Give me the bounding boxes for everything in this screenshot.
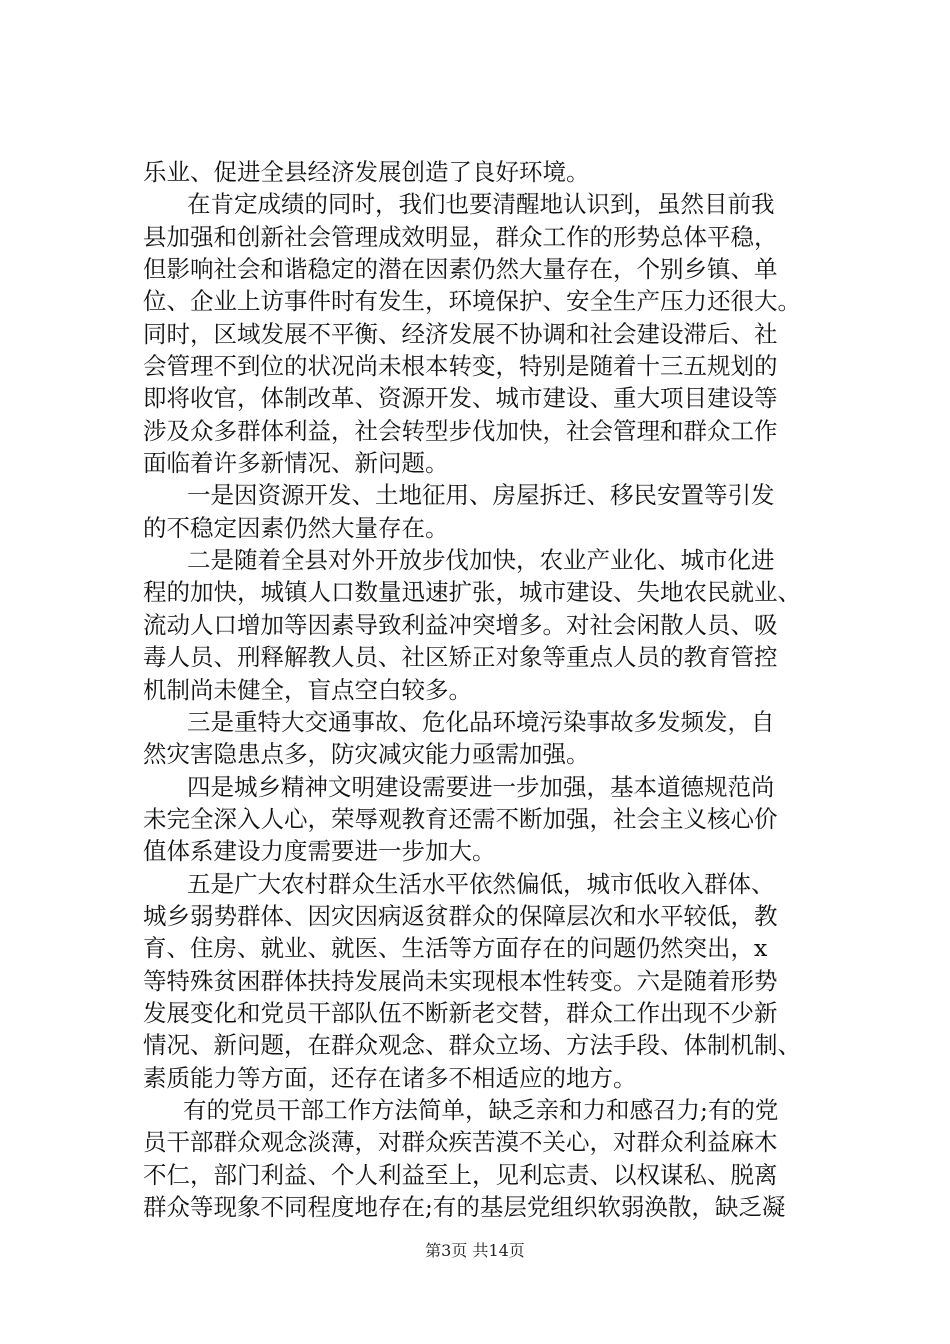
- text-line: 素质能力等方面，还存在诸多不相适应的地方。: [143, 1063, 637, 1092]
- text-line: 涉及众多群体利益，社会转型步伐加快，社会管理和群众工作: [143, 416, 778, 445]
- text-line: 同时，区域发展不平衡、经济发展不协调和社会建设滞后、社: [143, 319, 778, 348]
- text-line: 流动人口增加等因素导致利益冲突增多。对社会闲散人员、吸: [143, 610, 778, 639]
- text-line: 位、企业上访事件时有发生，环境保护、安全生产压力还很大。: [143, 287, 801, 316]
- text-line: 五是广大农村群众生活水平依然偏低，城市低收入群体、: [187, 869, 775, 898]
- page-number-footer: 第3页 共14页: [425, 1241, 525, 1260]
- text-line: 四是城乡精神文明建设需要进一步加强，基本道德规范尚: [187, 772, 775, 801]
- text-line: 育、住房、就业、就医、生活等方面存在的问题仍然突出，x: [143, 934, 768, 963]
- text-line: 员干部群众观念淡薄，对群众疾苦漠不关心，对群众利益麻木: [143, 1128, 778, 1157]
- text-line: 在肯定成绩的同时，我们也要清醒地认识到，虽然目前我: [187, 190, 775, 219]
- text-line: 情况、新问题，在群众观念、群众立场、方法手段、体制机制、: [143, 1031, 801, 1060]
- text-line: 即将收官，体制改革、资源开发、城市建设、重大项目建设等: [143, 384, 778, 413]
- document-body: [143, 156, 859, 1223]
- text-line: 三是重特大交通事故、危化品环境污染事故多发频发，自: [187, 707, 775, 736]
- text-line: 群众等现象不同程度地存在;有的基层党组织软弱涣散，缺乏凝: [143, 1193, 786, 1221]
- text-line: 未完全深入人心，荣辱观教育还需不断加强，社会主义核心价: [143, 804, 778, 833]
- text-line: 二是随着全县对外开放步伐加快，农业产业化、城市化进: [187, 546, 775, 575]
- text-line: 县加强和创新社会管理成效明显，群众工作的形势总体平稳，: [143, 222, 778, 251]
- text-line: 等特殊贫困群体扶持发展尚未实现根本性转变。六是随着形势: [143, 966, 778, 995]
- text-line: 面临着许多新情况、新问题。: [143, 449, 449, 478]
- text-line: 程的加快，城镇人口数量迅速扩张，城市建设、失地农民就业、: [143, 578, 801, 607]
- text-line: 的不稳定因素仍然大量存在。: [143, 513, 449, 542]
- text-line: 乐业、促进全县经济发展创造了良好环境。: [143, 158, 590, 186]
- text-line: 机制尚未健全，盲点空白较多。: [143, 675, 472, 704]
- text-line: 发展变化和党员干部队伍不断新老交替，群众工作出现不少新: [143, 998, 778, 1027]
- text-line: 不仁，部门利益、个人利益至上，见利忘责、以权谋私、脱离: [143, 1160, 778, 1189]
- text-line: 毒人员、刑释解教人员、社区矫正对象等重点人员的教育管控: [143, 643, 778, 672]
- text-line: 一是因资源开发、土地征用、房屋拆迁、移民安置等引发: [187, 481, 775, 510]
- text-line: 但影响社会和谐稳定的潜在因素仍然大量存在，个别乡镇、单: [143, 255, 778, 284]
- text-line: 值体系建设力度需要进一步加大。: [143, 837, 496, 866]
- text-line: 然灾害隐患点多，防灾减灾能力亟需加强。: [143, 740, 590, 769]
- text-line: 会管理不到位的状况尚未根本转变，特别是随着十三五规划的: [143, 352, 778, 381]
- text-line: 城乡弱势群体、因灾因病返贫群众的保障层次和水平较低，教: [143, 901, 778, 930]
- text-line: 有的党员干部工作方法简单，缺乏亲和力和感召力;有的党: [183, 1095, 779, 1124]
